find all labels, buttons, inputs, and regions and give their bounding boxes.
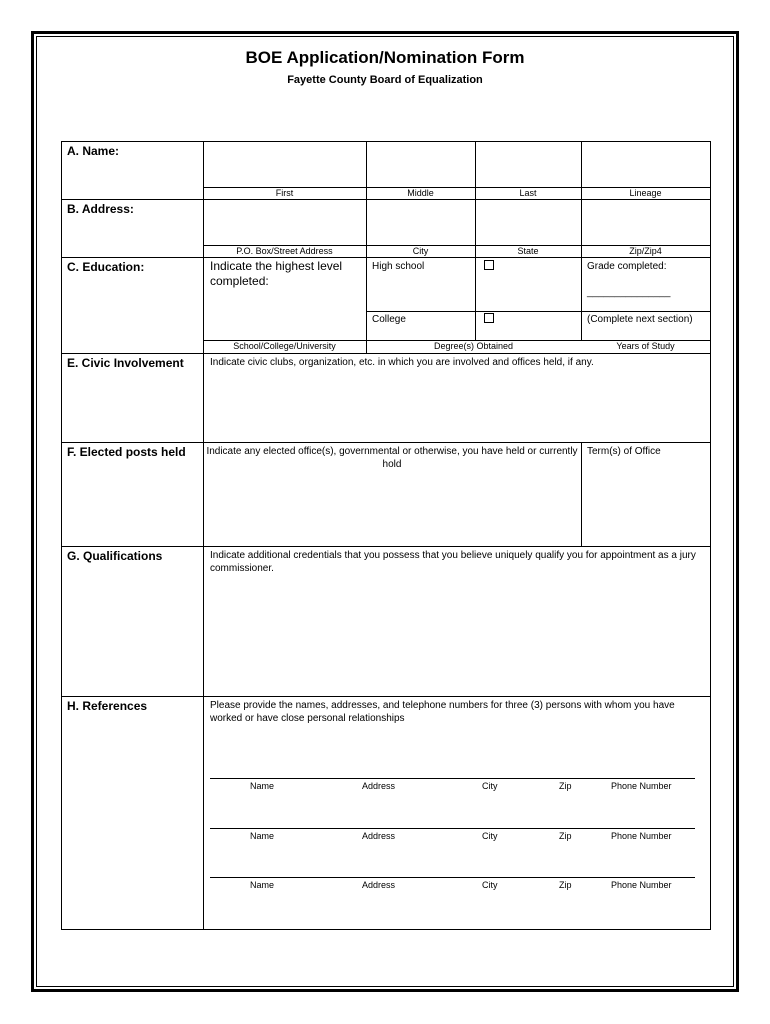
reference-1-address-caption: Address (362, 781, 396, 791)
section-label-address: B. Address: (67, 202, 134, 216)
reference-2-address-caption: Address (362, 831, 396, 841)
caption-first: First (275, 188, 294, 198)
high-school-checkbox[interactable] (484, 260, 494, 270)
term-of-office-label: Term(s) of Office (587, 446, 661, 457)
caption-middle: Middle (407, 188, 434, 198)
grade-completed-line[interactable]: _______________ (587, 287, 671, 298)
reference-3-address-caption: Address (362, 880, 396, 890)
reference-1-zip-caption: Zip (559, 781, 572, 791)
reference-line-3[interactable] (210, 877, 695, 878)
section-label-qualifications: G. Qualifications (67, 549, 163, 563)
high-school-label: High school (372, 261, 425, 272)
qualifications-field[interactable] (204, 580, 709, 694)
references-instruction: Please provide the names, addresses, and telephone numbers for three (3) persons with whom you have worked or have close personal relationships (210, 700, 675, 724)
caption-degree: Degree(s) Obtained (433, 341, 514, 351)
elected-posts-field[interactable] (204, 474, 580, 544)
zip-field[interactable] (582, 200, 709, 244)
state-field[interactable] (476, 200, 580, 244)
section-label-civic: E. Civic Involvement (67, 356, 184, 370)
reference-line-2[interactable] (210, 828, 695, 829)
last-name-field[interactable] (476, 142, 580, 186)
form-title: BOE Application/Nomination Form (245, 48, 525, 67)
qualifications-instruction: Indicate additional credentials that you possess that you believe uniquely qualify you for appointment as a jury commissioner. (210, 550, 696, 574)
section-label-references: H. References (67, 699, 148, 713)
reference-1-phone-caption: Phone Number (611, 781, 672, 791)
reference-2-zip-caption: Zip (559, 831, 572, 841)
caption-lineage: Lineage (629, 188, 662, 198)
civic-involvement-field[interactable] (204, 372, 709, 440)
first-name-field[interactable] (204, 142, 365, 186)
reference-3-zip-caption: Zip (559, 880, 572, 890)
section-label-education: C. Education: (67, 260, 145, 274)
city-field[interactable] (367, 200, 474, 244)
caption-street: P.O. Box/Street Address (236, 246, 333, 256)
college-label: College (372, 314, 406, 325)
reference-2-city-caption: City (482, 831, 498, 841)
lineage-field[interactable] (582, 142, 709, 186)
grade-completed-label: Grade completed: (587, 261, 667, 272)
complete-next-note: (Complete next section) (587, 314, 693, 325)
section-label-name: A. Name: (67, 144, 120, 158)
civic-instruction: Indicate civic clubs, organization, etc. in which you are involved and offices held, if any. (210, 357, 594, 368)
street-address-field[interactable] (204, 200, 365, 244)
caption-school: School/College/University (233, 341, 336, 351)
form-subtitle: Fayette County Board of Equalization (287, 74, 483, 86)
reference-2-name-caption: Name (250, 831, 275, 841)
reference-1-name-caption: Name (250, 781, 275, 791)
caption-city: City (412, 246, 429, 256)
reference-3-city-caption: City (482, 880, 498, 890)
college-checkbox[interactable] (484, 313, 494, 323)
education-instruction: Indicate the highest level completed: (210, 259, 343, 288)
elected-instruction: Indicate any elected office(s), governmental or otherwise, you have held or currently hold (206, 446, 578, 470)
caption-last: Last (519, 188, 537, 198)
middle-name-field[interactable] (367, 142, 474, 186)
term-of-office-field[interactable] (582, 462, 709, 544)
reference-line-1[interactable] (210, 778, 695, 779)
reference-2-phone-caption: Phone Number (611, 831, 672, 841)
caption-years: Years of Study (616, 341, 675, 351)
caption-zip: Zip/Zip4 (629, 246, 662, 256)
reference-3-name-caption: Name (250, 880, 275, 890)
section-label-elected: F. Elected posts held (67, 445, 186, 459)
reference-1-city-caption: City (482, 781, 498, 791)
caption-state: State (517, 246, 539, 256)
reference-3-phone-caption: Phone Number (611, 880, 672, 890)
